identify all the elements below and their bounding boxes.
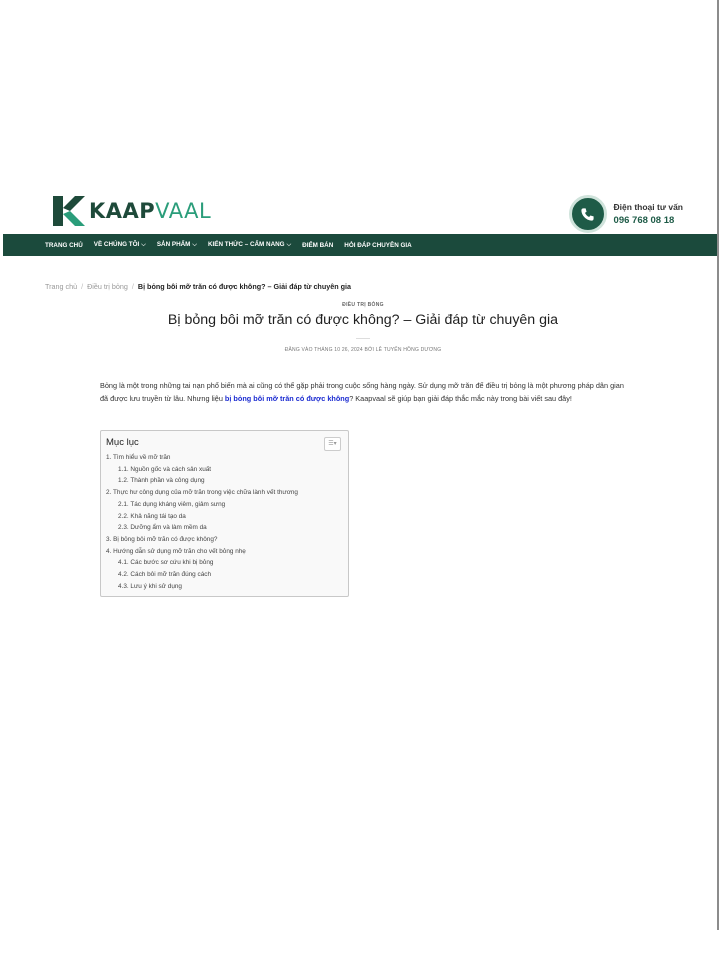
list-toggle-icon: ☰▾ — [328, 441, 337, 447]
hotline-number[interactable]: 096 768 08 18 — [613, 215, 675, 226]
post-category[interactable]: ĐIỀU TRỊ BỎNG — [342, 302, 384, 308]
toc-item[interactable]: 2. Thực hư công dụng của mỡ trăn trong việc chữa lành vết thương — [106, 489, 298, 497]
title-divider — [356, 338, 370, 339]
toc-subitem[interactable]: 2.2. Khả năng tái tạo da — [118, 512, 186, 520]
breadcrumb-category[interactable]: Điều trị bỏng — [87, 282, 128, 291]
breadcrumb-separator: / — [81, 282, 84, 291]
toc-item[interactable]: 4. Hướng dẫn sử dụng mỡ trăn cho vết bỏng nhẹ — [106, 547, 246, 555]
toc-list — [106, 452, 348, 592]
chevron-down-icon: ⌵ — [141, 242, 146, 248]
website-viewport — [3, 186, 717, 608]
post-author[interactable]: LÊ TUYẾN HỒNG DƯƠNG — [375, 347, 442, 353]
breadcrumb — [45, 282, 351, 291]
toc-title: Mục lục — [106, 437, 139, 448]
post-meta — [3, 347, 717, 353]
main-navigation — [3, 234, 717, 256]
table-of-contents — [100, 430, 349, 597]
toc-subitem[interactable]: 1.2. Thành phần và công dụng — [118, 477, 205, 485]
phone-icon[interactable] — [569, 195, 607, 233]
breadcrumb-home[interactable]: Trang chủ — [45, 282, 78, 291]
nav-item-stores[interactable]: ĐIỂM BÁN — [302, 241, 334, 249]
toc-subitem[interactable]: 4.3. Lưu ý khi sử dụng — [118, 582, 182, 590]
post-title: Bị bỏng bôi mỡ trăn có được không? – Giải đáp từ chuyên gia — [167, 312, 559, 328]
toc-item[interactable]: 1. Tìm hiểu về mỡ trăn — [106, 454, 171, 461]
toc-toggle-button[interactable] — [324, 437, 341, 451]
next-section-heading-cutoff — [100, 602, 190, 608]
nav-item-products[interactable]: SẢN PHẨM ⌵ — [156, 241, 197, 248]
nav-item-home[interactable]: TRANG CHỦ — [45, 241, 83, 249]
post-date: ĐĂNG VÀO THÁNG 10 26, 2024 BỞI — [284, 347, 375, 353]
intro-text-end: ? Kaapvaal sẽ giúp bạn giải đáp thắc mắc này trong bài viết sau đây! — [349, 394, 572, 403]
toc-subitem[interactable]: 1.1. Nguồn gốc và cách sản xuất — [118, 465, 212, 473]
breadcrumb-current: Bị bỏng bôi mỡ trăn có được không? – Giải đáp từ chuyên gia — [137, 282, 351, 291]
toc-subitem[interactable]: 4.2. Cách bôi mỡ trăn đúng cách — [118, 571, 212, 579]
hotline-text — [614, 200, 683, 228]
site-logo[interactable] — [51, 196, 211, 226]
chevron-down-icon: ⌵ — [192, 242, 197, 248]
toc-item[interactable]: 3. Bị bỏng bôi mỡ trăn có được không? — [106, 535, 218, 543]
kaapvaal-logo-icon — [51, 196, 85, 226]
window-edge — [717, 0, 719, 930]
intro-keyword-link[interactable]: bị bỏng bôi mỡ trăn có được không — [224, 394, 350, 403]
toc-subitem[interactable]: 4.1. Các bước sơ cứu khi bị bỏng — [118, 559, 214, 567]
hotline-label: Điện thoại tư vấn — [613, 202, 683, 212]
nav-item-expert-qa[interactable]: HỎI ĐÁP CHUYÊN GIA — [344, 241, 412, 249]
phone-handset-icon — [580, 207, 595, 222]
nav-item-about[interactable]: VỀ CHÚNG TÔI ⌵ — [93, 241, 146, 248]
breadcrumb-separator: / — [131, 282, 134, 291]
nav-item-knowledge[interactable]: KIẾN THỨC – CẨM NANG ⌵ — [207, 241, 292, 248]
post-intro — [100, 379, 630, 405]
hotline[interactable] — [569, 195, 683, 233]
intro-text: Bỏng là một trong những tai nạn phổ biến mà ai cũng có thể gặp phải trong cuộc sống hàng ngày. Sử dụng mỡ trăn để điều trị bỏng là một phương pháp dân gian đã được lưu truyền từ lâu. Nhưng liệu — [100, 381, 624, 403]
site-header — [3, 186, 717, 234]
toc-subitem[interactable]: 2.1. Tác dụng kháng viêm, giảm sưng — [118, 500, 226, 508]
logo-wordmark: KAAPVAAL — [89, 199, 212, 223]
toc-subitem[interactable]: 2.3. Dưỡng ẩm và làm mềm da — [118, 524, 207, 532]
chevron-down-icon: ⌵ — [286, 242, 292, 248]
